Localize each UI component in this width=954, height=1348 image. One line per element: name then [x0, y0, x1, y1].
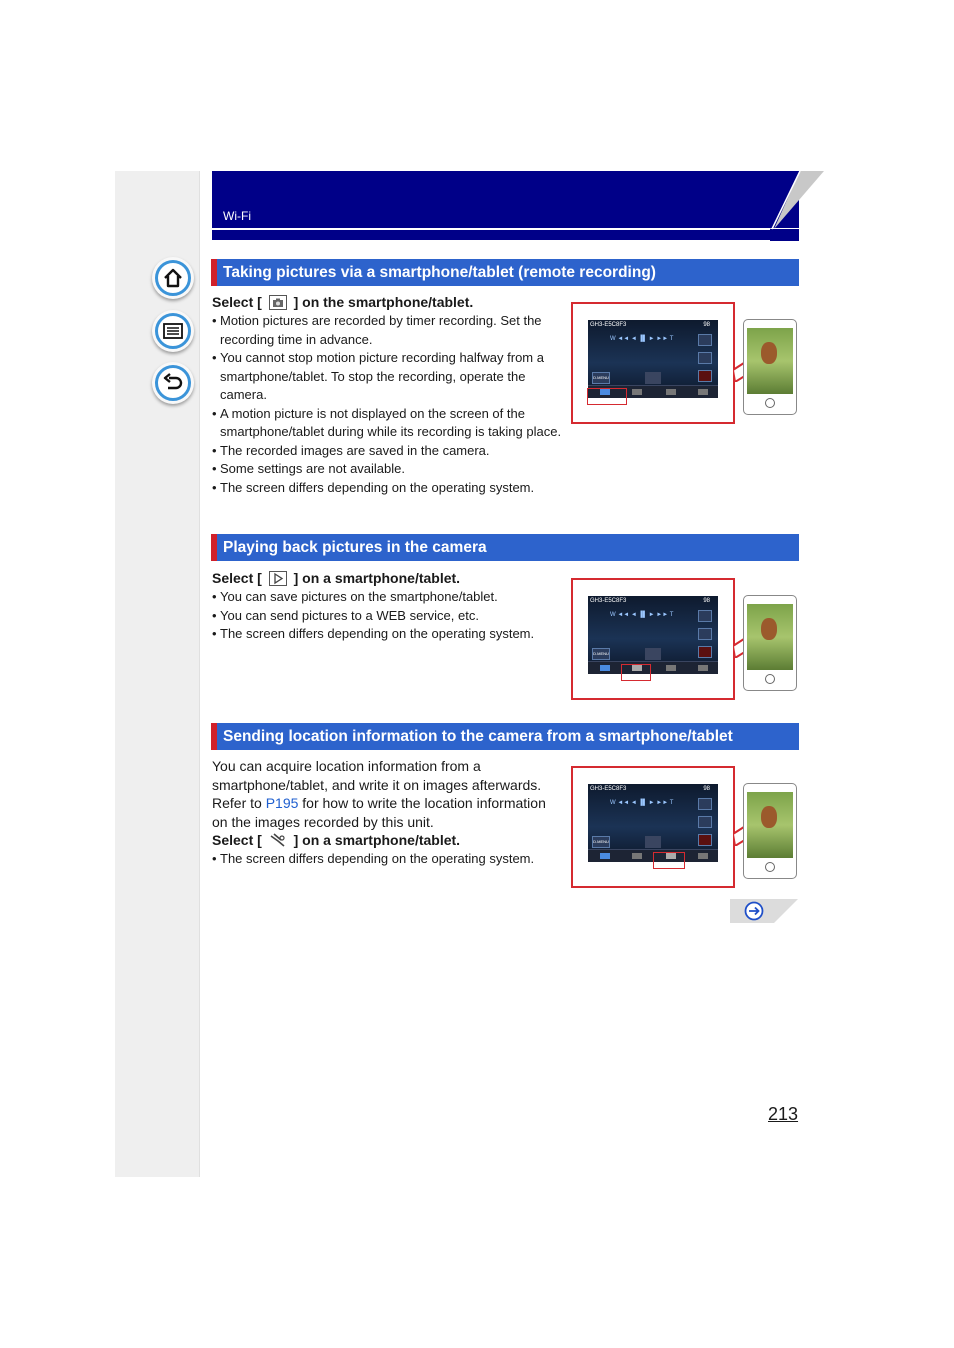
smartphone-illustration-3	[743, 783, 797, 879]
camera-remote-screen: GH3-E5C8F3 98 W ◄◄ ◄ ▐▌ ► ►► T D.MENU	[588, 320, 718, 398]
list-item: • You cannot stop motion picture recording halfway from a smartphone/tablet. To stop the recording, operate the camera.	[212, 349, 562, 405]
highlight-location-tab	[653, 852, 685, 869]
select-instruction-3: Select [ ] on a smartphone/tablet.	[212, 832, 461, 848]
back-arrow-icon	[162, 372, 184, 394]
page-corner-fold	[770, 171, 826, 241]
smartphone-illustration-1	[743, 319, 797, 415]
section-title-location: Sending location information to the camera from a smartphone/tablet	[211, 723, 799, 750]
phone-home-button	[765, 862, 775, 872]
bullet-list-2	[212, 588, 562, 644]
page-link-p195[interactable]: P195	[265, 795, 299, 811]
phone-home-button	[765, 674, 775, 684]
section-title-remote-recording: Taking pictures via a smartphone/tablet (remote recording)	[211, 259, 799, 286]
dog-photo	[761, 342, 777, 364]
figure-playback	[571, 578, 735, 700]
next-page-button[interactable]	[730, 899, 798, 923]
menu-list-icon	[162, 320, 184, 342]
page-number: 213	[768, 1104, 799, 1124]
dog-photo	[761, 618, 777, 640]
figure-location	[571, 766, 735, 888]
playback-icon	[269, 571, 287, 586]
chapter-label: Wi-Fi	[223, 209, 251, 223]
list-item: • Motion pictures are recorded by timer recording. Set the recording time in advance.	[212, 312, 562, 349]
menu-button[interactable]	[152, 310, 194, 352]
camera-remote-screen: GH3-E5C8F3 98 W ◄◄ ◄ ▐▌ ► ►► T D.MENU	[588, 784, 718, 862]
select-instruction-2: Select [ ] on a smartphone/tablet.	[212, 570, 461, 586]
list-item: • The screen differs depending on the operating system.	[212, 850, 562, 869]
home-icon	[162, 267, 184, 289]
select-instruction-1: Select [ ] on the smartphone/tablet.	[212, 294, 474, 310]
smartphone-illustration-2	[743, 595, 797, 691]
list-item: • The screen differs depending on the operating system.	[212, 625, 562, 644]
camera-remote-screen: GH3-E5C8F3 98 W ◄◄ ◄ ▐▌ ► ►► T D.MENU	[588, 596, 718, 674]
dog-photo	[761, 806, 777, 828]
camera-icon	[269, 295, 287, 310]
list-item: • A motion picture is not displayed on the screen of the smartphone/tablet during while its recording is taking place.	[212, 405, 562, 442]
figure-remote-recording	[571, 302, 735, 424]
header-band	[212, 171, 799, 228]
list-item: • The recorded images are saved in the camera.	[212, 442, 562, 461]
phone-home-button	[765, 398, 775, 408]
highlight-playback-tab	[621, 664, 651, 681]
location-paragraph: You can acquire location information from a smartphone/tablet, and write it on images afterwards. Refer to P195 for how to write the location information on the images recorded by this unit.	[212, 758, 546, 830]
location-icon	[269, 833, 287, 848]
section-title-playback: Playing back pictures in the camera	[211, 534, 799, 561]
next-arrow-icon	[746, 903, 763, 920]
highlight-remote-tab	[587, 388, 627, 405]
list-item: • You can save pictures on the smartphone/tablet.	[212, 588, 562, 607]
list-item: • Some settings are not available.	[212, 460, 562, 479]
header-underline	[212, 230, 799, 240]
home-button[interactable]	[152, 257, 194, 299]
bullet-list-1	[212, 312, 562, 497]
list-item: • The screen differs depending on the operating system.	[212, 479, 562, 498]
bullet-list-3	[212, 850, 562, 869]
back-button[interactable]	[152, 362, 194, 404]
list-item: • You can send pictures to a WEB service, etc.	[212, 607, 562, 626]
